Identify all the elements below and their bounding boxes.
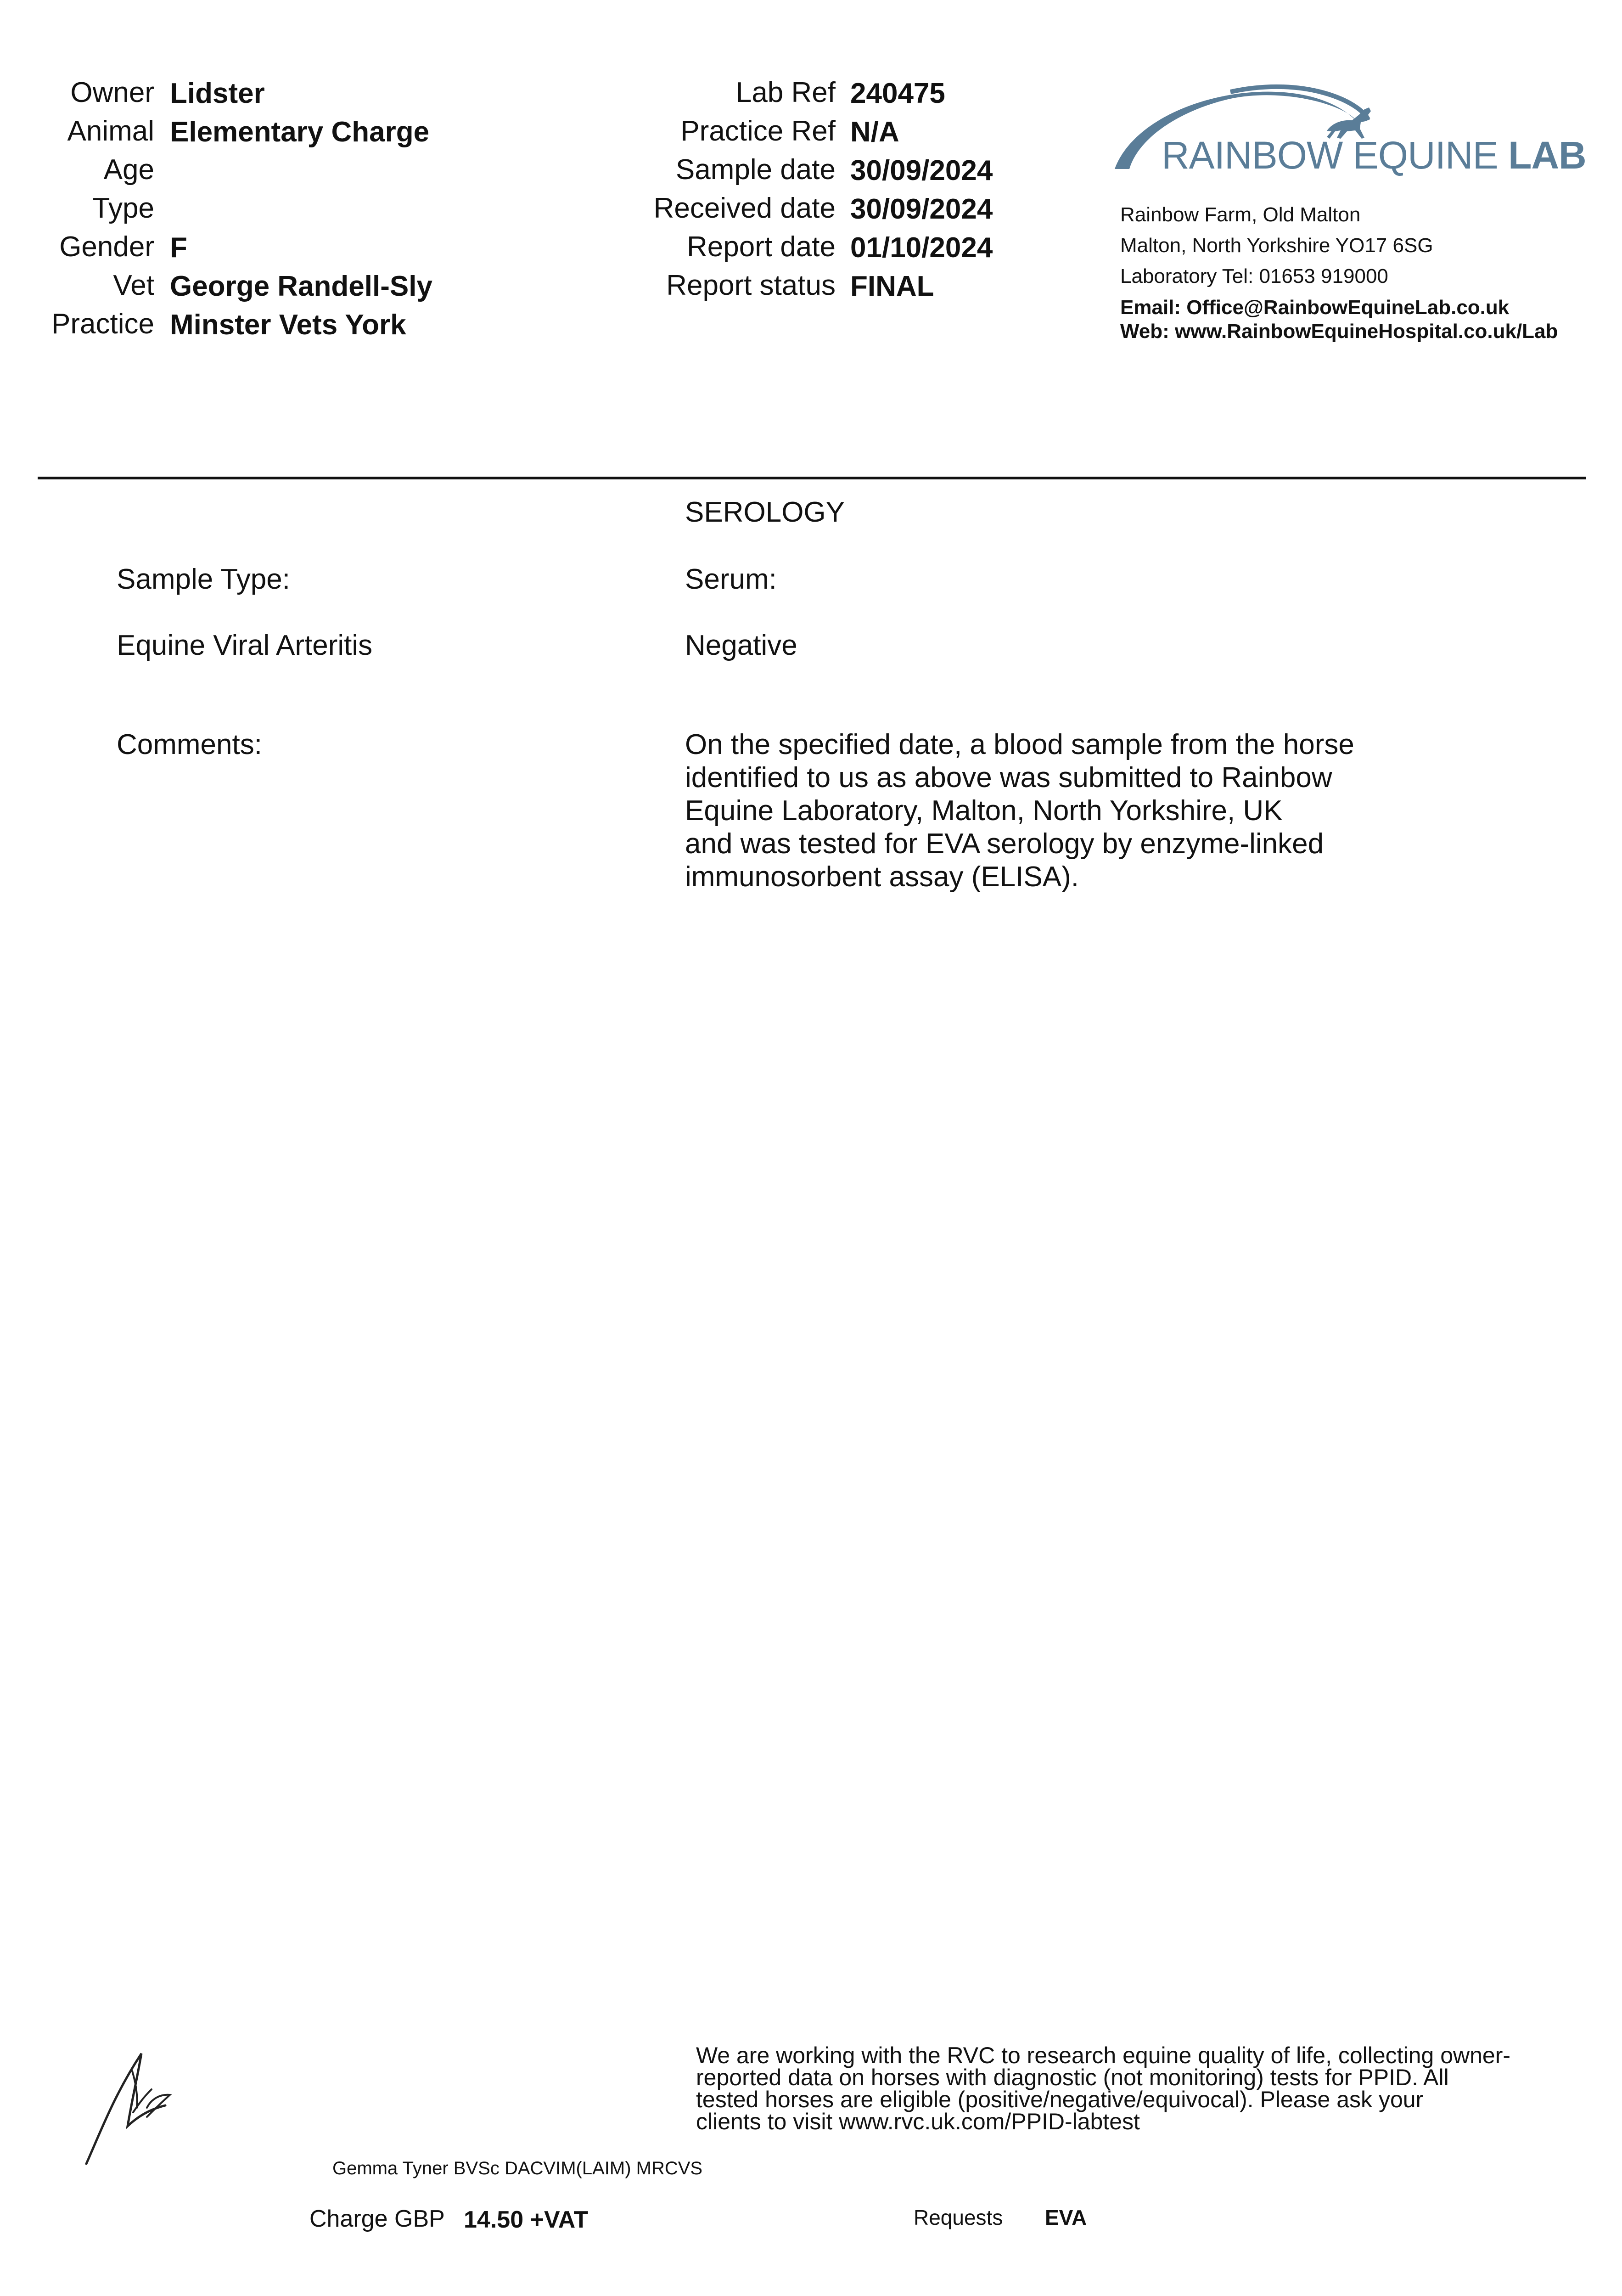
test-name: Equine Viral Arteritis xyxy=(117,630,373,661)
comments-line: On the specified date, a blood sample from the horse xyxy=(685,729,1354,760)
report-status-value: FINAL xyxy=(850,270,934,302)
logo-text-light: RAINBOW EQUINE xyxy=(1162,134,1498,177)
test-result: Negative xyxy=(685,630,797,661)
animal-label: Animal xyxy=(67,115,154,147)
animal-value: Elementary Charge xyxy=(170,116,430,148)
rvc-notice xyxy=(696,2044,1510,2133)
practice-ref-label: Practice Ref xyxy=(680,115,836,147)
report-date-value: 01/10/2024 xyxy=(850,232,993,264)
comments-line: Equine Laboratory, Malton, North Yorkshire, UK xyxy=(685,795,1283,827)
address-line-1: Rainbow Farm, Old Malton xyxy=(1120,203,1361,226)
comments-line: identified to us as above was submitted to Rainbow xyxy=(685,762,1332,793)
owner-label: Owner xyxy=(70,77,154,108)
report-status-label: Report status xyxy=(666,270,836,301)
lab-logo xyxy=(1111,73,1586,179)
charge-label: Charge GBP xyxy=(309,2206,445,2232)
address-line-2: Malton, North Yorkshire YO17 6SG xyxy=(1120,234,1433,257)
practice-value: Minster Vets York xyxy=(170,309,406,341)
lab-ref-label: Lab Ref xyxy=(735,77,836,108)
lab-phone: Laboratory Tel: 01653 919000 xyxy=(1120,265,1388,287)
report-date-label: Report date xyxy=(687,231,836,263)
comments-line: immunosorbent assay (ELISA). xyxy=(685,861,1079,893)
gender-value: F xyxy=(170,232,187,264)
practice-ref-value: N/A xyxy=(850,116,899,148)
rvc-notice-line: tested horses are eligible (positive/negative/equivocal). Please ask your xyxy=(696,2087,1424,2112)
sample-date-label: Sample date xyxy=(675,154,836,186)
signatory-name: Gemma Tyner BVSc DACVIM(LAIM) MRCVS xyxy=(332,2158,703,2178)
vet-label: Vet xyxy=(113,270,154,301)
type-label: Type xyxy=(92,192,154,224)
logo-wordmark xyxy=(1162,133,1586,178)
lab-ref-value: 240475 xyxy=(850,78,945,109)
header-divider xyxy=(38,477,1586,479)
requests-label: Requests xyxy=(914,2206,1003,2229)
comments-text xyxy=(685,728,1354,894)
rvc-notice-line: reported data on horses with diagnostic (not monitoring) tests for PPID. All xyxy=(696,2065,1449,2090)
owner-value: Lidster xyxy=(170,78,265,109)
sample-date-value: 30/09/2024 xyxy=(850,155,993,186)
comments-line: and was tested for EVA serology by enzyme-linked xyxy=(685,828,1324,860)
gender-label: Gender xyxy=(59,231,154,263)
received-date-label: Received date xyxy=(653,192,836,224)
rvc-notice-line: clients to visit www.rvc.uk.com/PPID-labtest xyxy=(696,2109,1140,2134)
lab-email: Email: Office@RainbowEquineLab.co.uk xyxy=(1120,296,1510,319)
practice-label: Practice xyxy=(51,308,154,340)
age-label: Age xyxy=(103,154,154,186)
comments-label: Comments: xyxy=(117,729,262,760)
sample-type-value: Serum: xyxy=(685,563,777,595)
sample-type-label: Sample Type: xyxy=(117,563,290,595)
lab-web: Web: www.RainbowEquineHospital.co.uk/Lab xyxy=(1120,320,1558,343)
section-title: SEROLOGY xyxy=(685,496,845,528)
received-date-value: 30/09/2024 xyxy=(850,193,993,225)
rainbow-arc-tail xyxy=(1230,87,1368,119)
rvc-notice-line: We are working with the RVC to research equine quality of life, collecting owner- xyxy=(696,2043,1511,2068)
vet-value: George Randell-Sly xyxy=(170,270,432,302)
requests-value: EVA xyxy=(1045,2206,1087,2229)
signature-image xyxy=(78,2043,179,2172)
logo-text-bold: LAB xyxy=(1508,134,1586,177)
charge-value: 14.50 +VAT xyxy=(464,2206,589,2233)
